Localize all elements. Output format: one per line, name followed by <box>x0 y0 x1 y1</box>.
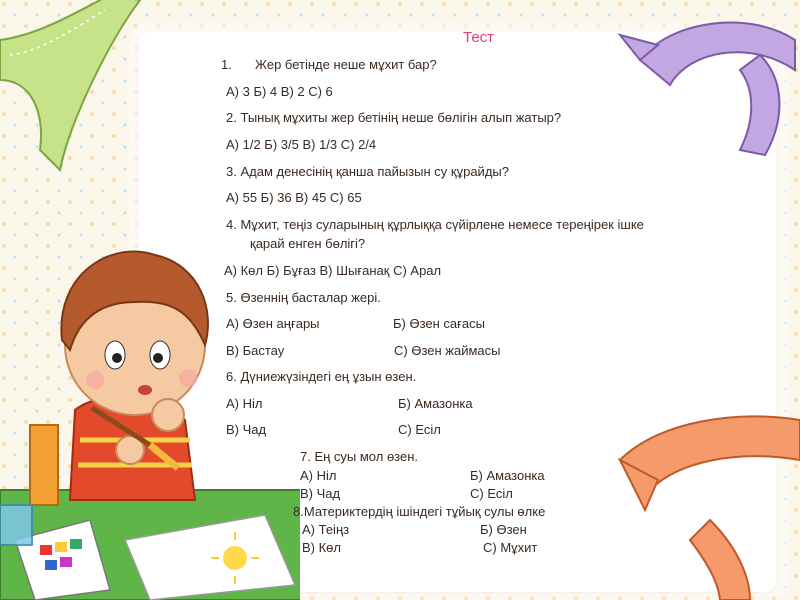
question-6-option-b: Б) Амазонка <box>398 396 473 411</box>
question-3-text: 3. Адам денесінің қанша пайызын су құрайды? <box>226 164 509 179</box>
question-7-option-a: А) Ніл <box>300 468 337 483</box>
question-5-text: 5. Өзеннің басталар жері. <box>226 290 381 305</box>
question-4-options: А) Көл Б) Бұғаз В) Шығанақ С) Арал <box>224 263 442 278</box>
question-6-text: 6. Дүниежүзіндегі ең ұзын өзен. <box>226 369 417 384</box>
orange-ribbon-decoration <box>600 400 800 600</box>
purple-ribbon-decoration <box>580 0 800 180</box>
question-6-option-d: С) Есіл <box>398 422 441 437</box>
question-5-option-a: А) Өзен аңғары <box>226 316 320 331</box>
question-8-option-c: В) Көл <box>302 540 341 555</box>
question-2-options: А) 1/2 Б) 3/5 В) 1/3 С) 2/4 <box>226 137 377 152</box>
question-8-option-a: А) Теіңз <box>302 522 350 537</box>
question-2-text: 2. Тынық мұхиты жер бетінің неше бөлігін алып жатыр? <box>226 110 562 125</box>
green-ribbon-decoration <box>0 0 200 180</box>
question-7-option-b: Б) Амазонка <box>470 468 545 483</box>
question-7-option-c: В) Чад <box>300 486 341 501</box>
question-6-option-a: А) Ніл <box>226 396 263 411</box>
question-4-text-line1: 4. Мұхит, теңіз суларының құрлыққа сүйірлене немесе тереңірек ішке <box>226 217 644 232</box>
question-7-option-d: С) Есіл <box>470 486 513 501</box>
question-5-option-d: С) Өзен жаймасы <box>394 343 501 358</box>
question-3-options: А) 55 Б) 36 В) 45 С) 65 <box>226 190 362 205</box>
question-4-text-line2: қарай енген бөлігі? <box>250 236 366 251</box>
question-6-option-c: В) Чад <box>226 422 267 437</box>
question-5-option-b: Б) Өзен сағасы <box>393 316 485 331</box>
question-1-options: А) 3 Б) 4 В) 2 С) 6 <box>226 84 333 99</box>
question-8-text: 8.Материктердің ішіндегі тұйық сулы өлке <box>293 504 546 519</box>
question-8-option-d: С) Мұхит <box>483 540 538 555</box>
question-1-text: Жер бетінде неше мұхит бар? <box>255 57 437 72</box>
question-7-text: 7. Ең суы мол өзен. <box>300 449 419 464</box>
question-8-option-b: Б) Өзен <box>480 522 527 537</box>
question-1-number: 1. <box>221 57 232 72</box>
question-5-option-c: В) Бастау <box>226 343 285 358</box>
page-title: Тест <box>463 29 495 46</box>
